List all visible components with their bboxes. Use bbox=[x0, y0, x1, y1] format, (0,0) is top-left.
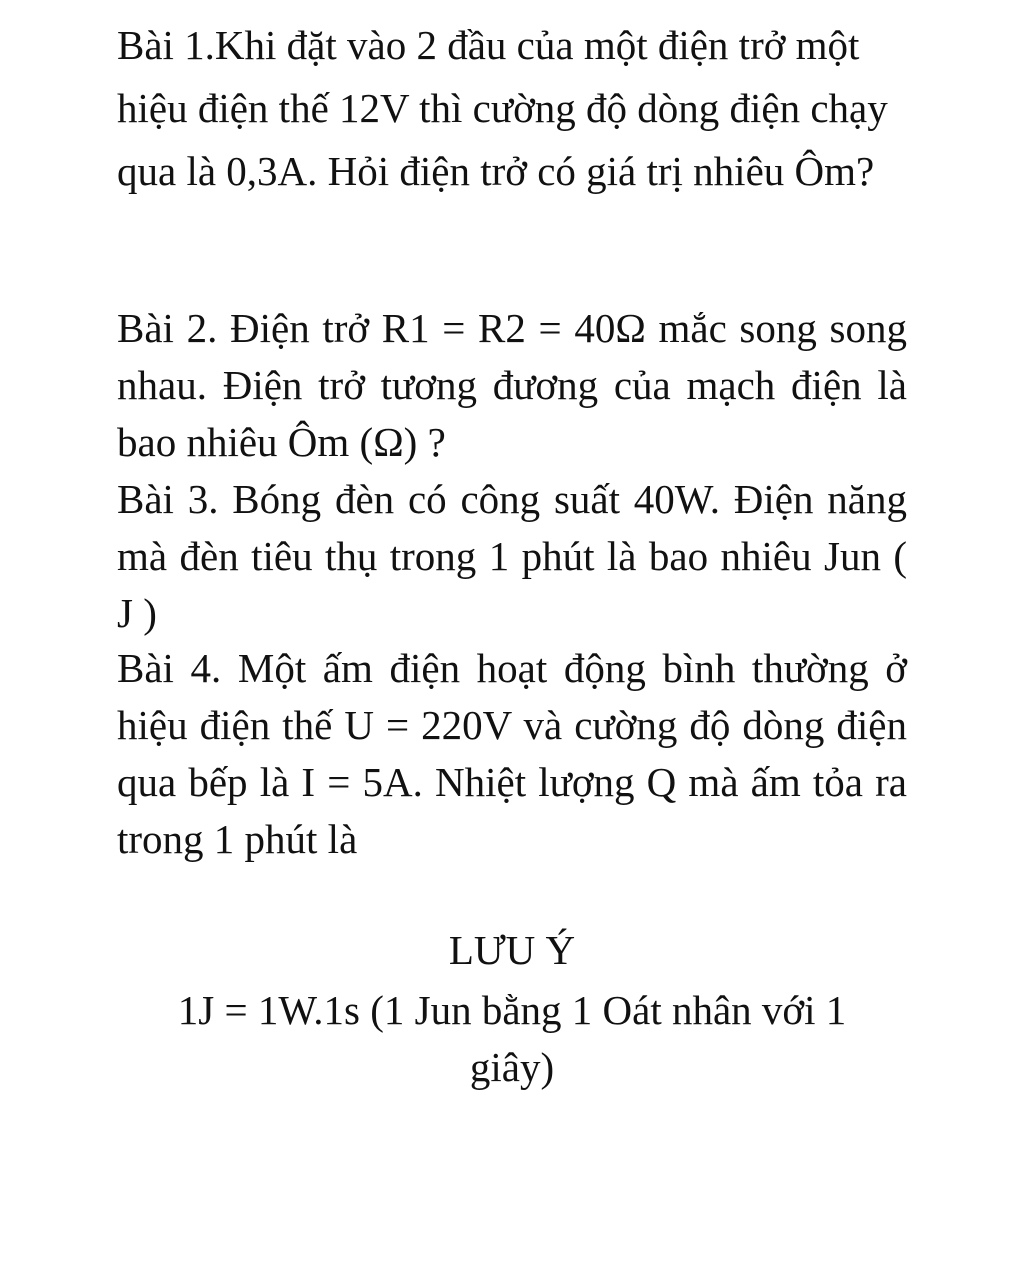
exercise-2-text: Bài 2. Điện trở R1 = R2 = 40Ω mắc song song nhau. Điện trở tương đương của mạch điện là bao nhiêu Ôm (Ω) ? bbox=[117, 305, 907, 465]
exercise-3-text: Bài 3. Bóng đèn có công suất 40W. Điện năng mà đèn tiêu thụ trong 1 phút là bao nhiêu Jun ( J ) bbox=[117, 476, 907, 636]
exercise-4-text: Bài 4. Một ấm điện hoạt động bình thường ở hiệu điện thế U = 220V và cường độ dòng điện qua bếp là I = 5A. Nhiệt lượng Q mà ấm tỏa ra trong 1 phút là bbox=[117, 645, 907, 862]
exercise-1-text: Bài 1.Khi đặt vào 2 đầu của một điện trở một hiệu điện thế 12V thì cường độ dòng điện chạy qua là 0,3A. Hỏi điện trở có giá trị nhiêu Ôm? bbox=[117, 22, 888, 194]
note-title: LƯU Ý bbox=[448, 927, 576, 973]
note-body: 1J = 1W.1s (1 Jun bằng 1 Oát nhân với 1 giây) bbox=[177, 987, 847, 1090]
